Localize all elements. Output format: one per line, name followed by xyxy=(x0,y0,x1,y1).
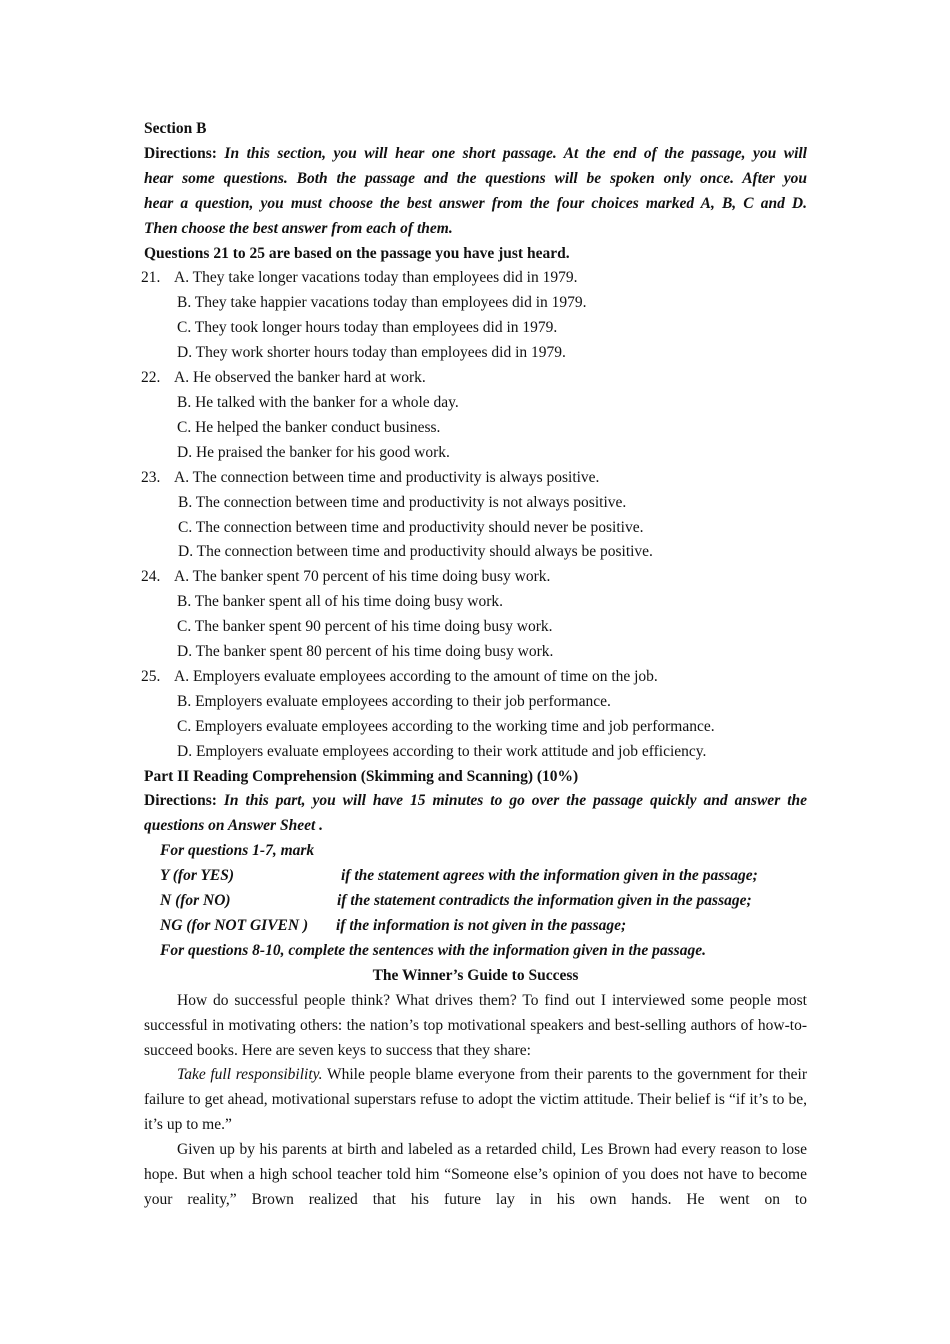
question-number: 25. xyxy=(141,667,161,685)
question-number: 21. xyxy=(141,269,161,287)
option-c: C. Employers evaluate employees according to the working time and job performance. xyxy=(177,717,715,735)
question-25 xyxy=(141,665,807,690)
legend-no xyxy=(144,889,807,914)
option-b: B. He talked with the banker for a whole day. xyxy=(177,393,459,411)
emphasis-text: Take full responsibility. xyxy=(177,1066,323,1084)
part2-directions-line-1: Directions: In this part, you will have 15 minutes to go over the passage quickly and answer the xyxy=(144,792,808,810)
legend-key: Y (for YES) xyxy=(160,867,235,885)
option-d: D. Employers evaluate employees according to their work attitude and job efficiency. xyxy=(177,742,707,760)
legend-not-given xyxy=(144,914,807,939)
article-paragraph-3: Given up by his parents at birth and labeled as a retarded child, Les Brown had every reason to lose hope. But when a high school teacher told him “Someone else’s opinion of you does not have to become your reality,” Brown realized that his future lay in his own hands. He went on to xyxy=(144,1141,807,1208)
option-a: A. He observed the banker hard at work. xyxy=(174,369,426,387)
legend-desc: if the statement contradicts the information given in the passage; xyxy=(337,892,752,910)
question-24 xyxy=(141,565,807,590)
complete-intro: For questions 8-10, complete the sentences with the information given in the passage. xyxy=(160,941,706,959)
question-number: 24. xyxy=(141,568,161,586)
option-d: D. He praised the banker for his good work. xyxy=(177,443,450,461)
directions-line-4: Then choose the best answer from each of them. xyxy=(144,219,453,237)
directions-line-1: Directions: In this section, you will hear one short passage. At the end of the passage, you will xyxy=(144,144,807,162)
directions-line-3: hear a question, you must choose the best answer from the four choices marked A, B, C and D. xyxy=(144,194,807,212)
section-heading: Section B xyxy=(144,120,207,137)
question-number: 22. xyxy=(141,369,161,387)
directions-label: Directions: xyxy=(144,144,217,162)
option-b: B. The banker spent all of his time doing busy work. xyxy=(177,593,504,611)
option-d: D. The connection between time and productivity should always be positive. xyxy=(178,543,653,561)
option-a: A. Employers evaluate employees according to the amount of time on the job. xyxy=(174,667,658,685)
article-paragraph-2: Take full responsibility. While people blame everyone from their parents to the government for their failure to get ahead, motivational superstars refuse to adopt the victim attitude. Their belief is “if it’s to be, it’s up to me.” xyxy=(144,1066,807,1134)
option-c: C. The banker spent 90 percent of his time doing busy work. xyxy=(177,618,553,636)
question-number: 23. xyxy=(141,468,161,486)
option-b: B. Employers evaluate employees according to their job performance. xyxy=(177,692,611,710)
part2-directions-line-2: questions on Answer Sheet . xyxy=(144,817,324,835)
legend-desc: if the information is not given in the passage; xyxy=(336,917,627,934)
article-title: The Winner’s Guide to Success xyxy=(372,966,579,984)
option-a: A. The connection between time and productivity is always positive. xyxy=(174,468,600,486)
option-c: C. He helped the banker conduct business. xyxy=(177,418,441,436)
option-a: A. The banker spent 70 percent of his time doing busy work. xyxy=(174,568,551,586)
article-paragraph-1: How do successful people think? What drives them? To find out I interviewed some people most successful in motivating others: the nation’s top motivational speakers and best-selling authors of how-to-succeed books. Here are seven keys to success that they share: xyxy=(144,991,807,1059)
page-content xyxy=(141,117,808,1213)
option-c: C. The connection between time and productivity should never be positive. xyxy=(178,518,644,536)
legend-key: N (for NO) xyxy=(160,892,231,910)
option-d: D. They work shorter hours today than employees did in 1979. xyxy=(177,344,566,362)
questions-intro: Questions 21 to 25 are based on the passage you have just heard. xyxy=(144,244,570,262)
legend-key: NG (for NOT GIVEN ) xyxy=(160,917,309,934)
option-d: D. The banker spent 80 percent of his time doing busy work. xyxy=(177,643,554,661)
option-b: B. They take happier vacations today than employees did in 1979. xyxy=(177,294,587,312)
directions-line-2: hear some questions. Both the passage and the questions will be spoken only once. After you xyxy=(144,169,807,187)
legend-yes xyxy=(144,864,807,889)
option-b: B. The connection between time and productivity is not always positive. xyxy=(178,493,627,511)
question-22 xyxy=(141,366,807,391)
option-a: A. They take longer vacations today than employees did in 1979. xyxy=(174,269,578,287)
mark-intro: For questions 1-7, mark xyxy=(160,842,315,860)
option-c: C. They took longer hours today than employees did in 1979. xyxy=(177,319,558,337)
question-23 xyxy=(141,466,807,491)
legend-desc: if the statement agrees with the information given in the passage; xyxy=(341,867,758,885)
question-21 xyxy=(141,266,807,291)
part2-heading: Part II Reading Comprehension (Skimming and Scanning) (10%) xyxy=(144,767,579,785)
directions-label: Directions: xyxy=(144,792,217,810)
